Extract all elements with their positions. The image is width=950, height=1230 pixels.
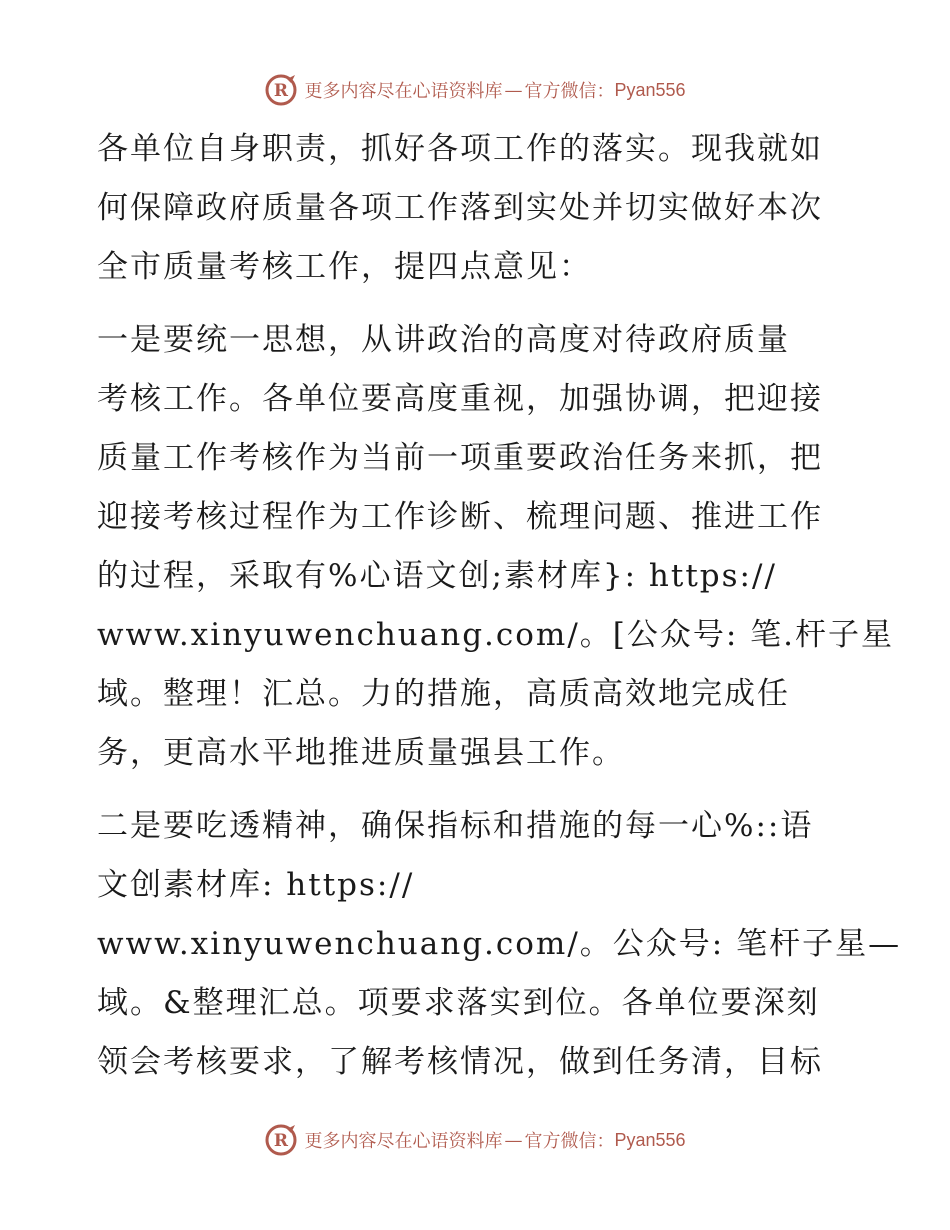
text-line: 各单位自身职责，抓好各项工作的落实。现我就如 [97, 131, 823, 167]
text-line: 域。整理！汇总。力的措施，高质高效地完成任 [97, 676, 790, 712]
circled-r-quill-logo-icon [264, 1123, 298, 1157]
banner-wechat-id: Pyan556 [614, 1129, 686, 1150]
paragraph [97, 797, 902, 1092]
banner-dash: — [504, 1129, 523, 1151]
text-line: www.xinyuwenchuang.com/。[公众号: 笔.杆子星 [97, 617, 895, 653]
svg-text:R: R [274, 81, 289, 101]
text-line: 域。&整理汇总。项要求落实到位。各单位要深刻 [97, 985, 820, 1021]
text-line: 全市质量考核工作，提四点意见： [97, 249, 592, 285]
banner-label: 官方微信： [524, 81, 615, 102]
text-line: www.xinyuwenchuang.com/。公众号: 笔杆子星— [97, 926, 902, 962]
banner-prefix: 更多内容尽在心语资料库 [304, 81, 503, 102]
text-line: 何保障政府质量各项工作落到实处并切实做好本次 [97, 190, 823, 226]
text-line: 一是要统一思想，从讲政治的高度对待政府质量 [97, 322, 790, 358]
banner-dash: — [504, 79, 523, 101]
circled-r-quill-logo-icon [264, 73, 298, 107]
text-line: 迎接考核过程作为工作诊断、梳理问题、推进工作 [97, 499, 823, 535]
banner-prefix: 更多内容尽在心语资料库 [304, 1131, 503, 1152]
document-body [97, 120, 902, 1092]
text-line: 文创素材库: https:// [97, 867, 415, 903]
banner-label: 官方微信： [524, 1131, 615, 1152]
header-watermark-banner [0, 70, 950, 110]
paragraph [97, 311, 895, 783]
text-line: 务，更高水平地推进质量强县工作。 [97, 735, 625, 771]
paragraph [97, 120, 857, 297]
text-line: 的过程，采取有%心语文创;素材库}: https:// [97, 558, 777, 594]
text-line: 二是要吃透精神，确保指标和措施的每一心%::语 [97, 808, 814, 844]
svg-text:R: R [274, 1131, 289, 1151]
banner-wechat-id: Pyan556 [614, 79, 686, 100]
text-line: 考核工作。各单位要高度重视，加强协调，把迎接 [97, 381, 823, 417]
text-line: 领会考核要求，了解考核情况，做到任务清，目标 [97, 1044, 823, 1080]
footer-watermark-banner [0, 1120, 950, 1160]
text-line: 质量工作考核作为当前一项重要政治任务来抓，把 [97, 440, 823, 476]
